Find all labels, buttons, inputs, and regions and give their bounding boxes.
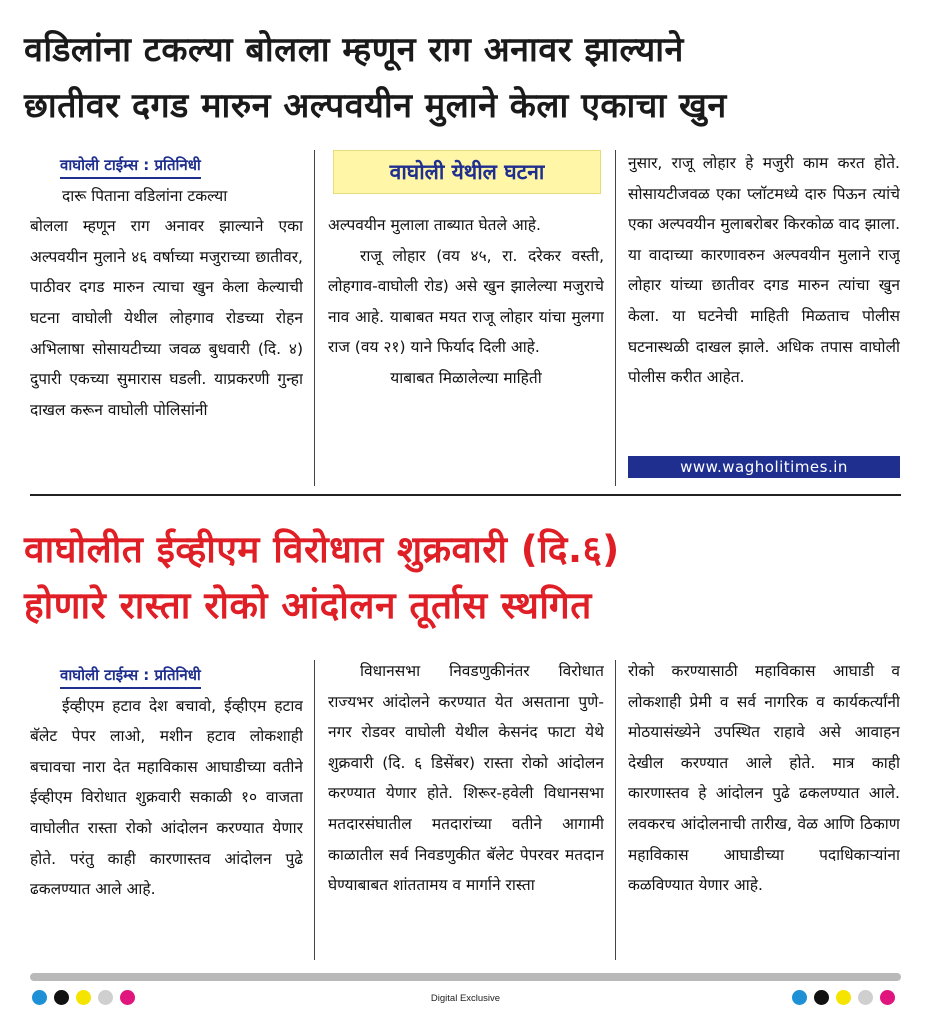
story1-column-2	[328, 210, 604, 486]
story2-col3-para: रोको करण्यासाठी महाविकास आघाडी व लोकशाही प्रेमी व सर्व नागरिक व कार्यकर्त्यांनी मोठयासंख्येने उपस्थित राहावे असे आवाहन देखील करण्यात आले होते. मात्र काही कारणास्तव हे आंदोलन पुढे ढकलण्यात आले. लवकरच आंदोलनाची तारीख, वेळ आणि ठिकाण महाविकास आघाडीच्या पदाधिकाऱ्यांना कळविण्यात येणार आहे.	[628, 662, 900, 895]
story2-column-3	[628, 656, 900, 966]
story2-headline-line-1: वाघोलीत ईव्हीएम विरोधात शुक्रवारी (दि.६)	[24, 528, 620, 571]
story1-col1-para-1: दारू पिताना वडिलांना टकल्या	[62, 186, 228, 205]
column-divider	[314, 150, 315, 486]
website-url-banner: www.wagholitimes.in	[628, 456, 900, 478]
color-dot	[792, 990, 807, 1005]
story1-col3-para: नुसार, राजू लोहार हे मजुरी काम करत होते. सोसायटीजवळ एका प्लॉटमध्ये दारु पिऊन त्यांचे एका अल्पवयीन मुलाबरोबर किरकोळ वाद झाला. या वादाच्या कारणावरुन अल्पवयीन मुलाने राजू लोहार यांच्या छातीवर दगड मारुन त्यांचा खुन केला. या घटनेची माहिती मिळताच पोलीस घटनास्थळी दाखल झाले. अधिक तपास वाघोली पोलीस करीत आहेत.	[628, 154, 900, 387]
color-registration-marks-right	[792, 990, 895, 1005]
story1-location-tag: वाघोली येथील घटना	[333, 150, 601, 194]
story1-column-3	[628, 148, 900, 454]
story2-column-1	[30, 660, 303, 966]
story2-column-2	[328, 656, 604, 966]
column-divider	[314, 660, 315, 960]
story1-headline-line-2: छातीवर दगड मारुन अल्पवयीन मुलाने केला एकाचा खुन	[24, 86, 727, 126]
color-dot	[836, 990, 851, 1005]
story1-column-1	[30, 150, 303, 486]
story1-byline: वाघोली टाईम्स : प्रतिनिधी	[60, 153, 201, 179]
footer-label: Digital Exclusive	[430, 993, 501, 1004]
story1-col2-para-3: याबाबत मिळालेल्या माहिती	[390, 368, 542, 387]
column-divider	[615, 150, 616, 486]
color-dot	[880, 990, 895, 1005]
story2-headline	[24, 522, 909, 634]
column-divider	[615, 660, 616, 960]
story1-headline	[24, 22, 909, 134]
color-dot	[814, 990, 829, 1005]
story1-col2-para-2: राजू लोहार (वय ४५, रा. दरेकर वस्ती, लोहगाव-वाघोली रोड) असे खुन झालेल्या मजुराचे नाव आहे. याबाबत मयत राजू लोहार यांचा मुलगा राज (वय २१) याने फिर्याद दिली आहे.	[328, 246, 604, 357]
story1-headline-line-1: वडिलांना टकल्या बोलला म्हणून राग अनावर झाल्याने	[24, 30, 684, 70]
story1-col2-para-1: अल्पवयीन मुलाला ताब्यात घेतले आहे.	[328, 216, 541, 234]
story2-col1-para: ईव्हीएम हटाव देश बचावो, ईव्हीएम हटाव बॅलेट पेपर लाओ, मशीन हटाव लोकशाही बचावचा नारा देत महाविकास आघाडीच्या वतीने ईव्हीएम विरोधात शुक्रवारी सकाळी १० वाजता वाघोलीत रास्ता रोको आंदोलन करण्यात येणार होते. परंतु काही कारणास्तव आंदोलन पुढे ढकलण्यात आले आहे.	[30, 696, 303, 899]
section-divider	[30, 494, 901, 496]
color-dot	[858, 990, 873, 1005]
story2-headline-line-2: होणारे रास्ता रोको आंदोलन तूर्तास स्थगित	[24, 584, 592, 627]
story2-col2-para: विधानसभा निवडणुकीनंतर विरोधात राज्यभर आंदोलने करण्यात येत असताना पुणे-नगर रोडवर वाघोली येथील केसनंद फाटा येथे शुक्रवारी (दि. ६ डिसेंबर) रास्ता रोको आंदोलन करण्यात येणार होते. शिरूर-हवेली विधानसभा मतदारसंघातील मतदारांच्या वतीने आगामी काळातील सर्व निवडणुकीत बॅलेट पेपरवर मतदान घेण्याबाबत शांततामय व मार्गाने रास्ता	[328, 662, 604, 895]
story2-byline: वाघोली टाईम्स : प्रतिनिधी	[60, 663, 201, 689]
footer-bar	[30, 973, 901, 981]
story1-col1-para-2: बोलला म्हणून राग अनावर झाल्याने एका अल्पवयीन मुलाने ४६ वर्षाच्या मजुराच्या छातीवर, पाठीवर दगड मारुन त्याचा खुन केला केल्याची घटना वाघोली येथील लोहगाव रोडच्या रोहन अभिलाषा सोसायटीच्या जवळ बुधवारी (दि. ४) दुपारी एकच्या सुमारास घडली. याप्रकरणी गुन्हा दाखल करून वाघोली पोलिसांनी	[30, 217, 303, 419]
